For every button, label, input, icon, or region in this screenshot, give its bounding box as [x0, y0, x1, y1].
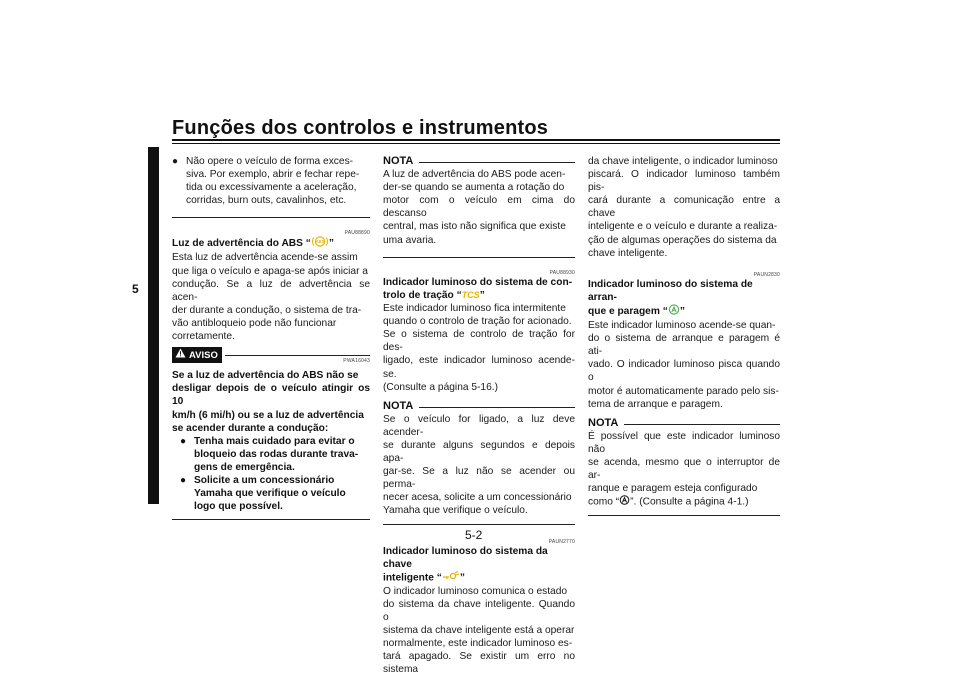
header-rule-thin: [172, 143, 780, 144]
text-line: que liga o veículo e apaga-se após iniciar a: [172, 265, 368, 277]
text-line: tema de arranque e paragem.: [588, 398, 723, 410]
bullet-icon: ●: [172, 156, 179, 167]
text-line: Esta luz de advertência acende-se assim: [172, 252, 358, 264]
text-line: necer acesa, solicite a um concessionário: [383, 492, 572, 504]
stop-start-heading: Indicador luminoso do sistema de arran- que e paragem “ ”: [588, 278, 753, 318]
text-line: vado. O indicador luminoso pisca quando o: [588, 359, 780, 384]
section-divider: [172, 519, 370, 520]
smart-key-indicator-icon: [442, 571, 460, 585]
ref-code: PWA16043: [343, 358, 370, 365]
text-line: Yamaha que verifique o veículo.: [383, 505, 528, 517]
text-line: condução. Se a luz de advertência se acen-: [172, 278, 370, 303]
nota-body: [383, 413, 575, 518]
text-line: Yamaha que verifique o veículo: [194, 488, 346, 500]
text-line: sistema da chave inteligente está a operar: [383, 625, 575, 637]
warning-triangle-icon: [175, 348, 186, 362]
text-line: motor com o veículo em cima do descanso: [383, 195, 575, 220]
text-line: da chave inteligente, o indicador luminoso: [588, 156, 778, 167]
text-line: do sistema da chave inteligente. Quando o: [383, 598, 575, 624]
stop-start-body: [588, 319, 780, 411]
text-line: ligado, este indicador luminoso acende-se.: [383, 355, 575, 380]
aviso-bullet: [172, 435, 370, 474]
nota-heading: NOTA: [383, 155, 575, 168]
text-line: Solicite a um concessionário: [194, 474, 335, 486]
text-line: siva. Por exemplo, abrir e fechar repe-: [186, 169, 360, 181]
svg-text:ABS: ABS: [315, 239, 325, 245]
column-3: [588, 155, 780, 516]
aviso-text: [172, 369, 370, 434]
header-rule: [172, 139, 780, 141]
text-line: desligar depois de o veículo atingir os 10: [172, 383, 370, 408]
text-line: corretamente.: [172, 331, 235, 343]
text-line: se durante alguns segundos e depois apa-: [383, 440, 575, 465]
chapter-number: 5: [132, 282, 139, 296]
smart-key-heading: Indicador luminoso do sistema da chave inteligente “ ”: [383, 545, 548, 584]
text-line: tida ou excessivamente a aceleração,: [186, 182, 357, 194]
text-line: quando o controlo de tração for acionado.: [383, 316, 572, 328]
text-line: Tenha mais cuidado para evitar o: [194, 435, 355, 447]
text-line: der-se quando se aumenta a rotação do: [383, 182, 565, 194]
section-divider: [588, 515, 780, 516]
tcs-body: [383, 302, 575, 394]
abs-body: [172, 251, 370, 343]
text-line: ção de algumas operações do sistema da: [588, 234, 777, 246]
smart-key-body: [383, 585, 575, 677]
nota-body: [588, 430, 780, 510]
text-line: Este indicador luminoso acende-se quan-: [588, 320, 776, 332]
text-line: do o sistema de arranque e paragem é ati-: [588, 333, 780, 358]
chapter-tab-bar: [148, 147, 159, 504]
tcs-heading: Indicador luminoso do sistema de con- trolo de tração “TCS”: [383, 276, 573, 301]
ref-code: PAU88930: [549, 269, 575, 276]
nota-body: [383, 168, 575, 247]
stop-start-indicator-icon: [619, 495, 630, 509]
bullet-icon: ●: [180, 474, 187, 486]
bullet-icon: ●: [180, 435, 187, 447]
text-line: gens de emergência.: [194, 461, 295, 473]
ref-code: PAU88890: [344, 230, 370, 237]
text-line: ranque e paragem esteja configurado: [588, 483, 758, 495]
page-number: 5-2: [465, 528, 483, 542]
text-line: inteligente e o veículo e durante a realiza-: [588, 221, 778, 233]
abs-heading: Luz de advertência do ABS “ ABS ”: [172, 236, 370, 251]
tcs-indicator-icon: TCS: [461, 289, 480, 300]
text-line: gar-se. Se a luz não se acender ou perma-: [383, 466, 575, 491]
ref-code: PAUN2770: [548, 538, 575, 545]
stop-start-indicator-icon: [668, 304, 680, 319]
text-line: É possível que este indicador luminoso não: [588, 430, 780, 455]
column-2: [383, 155, 575, 677]
text-line: chave inteligente.: [588, 247, 668, 259]
text-line: logo que possível.: [194, 501, 283, 513]
text-line: se acenda, mesmo que o interruptor de ar-: [588, 456, 780, 482]
aviso-bullet: [172, 474, 370, 513]
text-line: Se o sistema de controlo de tração for des-: [383, 329, 575, 354]
text-line: Se o veículo for ligado, a luz deve acender-: [383, 413, 575, 438]
nota-heading: NOTA: [588, 417, 780, 430]
aviso-label: AVISO: [189, 349, 218, 361]
abs-warning-icon: [311, 236, 329, 251]
text-line: corridas, burn outs, cavalinhos, etc.: [186, 195, 347, 207]
smart-key-body-continued: [588, 155, 780, 260]
text-line: piscará. O indicador luminoso também pis-: [588, 169, 780, 194]
text-line: Este indicador luminoso fica intermitente: [383, 303, 566, 315]
page-title: Funções dos controlos e instrumentos: [172, 117, 549, 139]
text-line: bloqueio das rodas durante trava-: [194, 448, 359, 460]
text-line: motor é automaticamente parado pelo sis-: [588, 385, 779, 397]
text-line: Não opere o veículo de forma exces-: [186, 156, 354, 167]
text-line: tará apagado. Se existir um erro no sistema: [383, 651, 575, 676]
text-line: Se a luz de advertência do ABS não se: [172, 370, 359, 382]
text-line: O indicador luminoso comunica o estado: [383, 585, 568, 597]
column-1: [172, 155, 370, 520]
text-line: se acender durante a condução:: [172, 422, 329, 434]
intro-bullet: [172, 155, 370, 207]
text-line: como “ ”. (Consulte a página 4-1.): [588, 496, 749, 508]
text-line: A luz de advertência do ABS pode acen-: [383, 169, 566, 181]
text-line: der durante a condução, o sistema de tra-: [172, 304, 362, 316]
text-line: cará durante a comunicação entre a chave: [588, 195, 780, 220]
text-line: km/h (6 mi/h) ou se a luz de advertência: [172, 409, 364, 421]
text-line: vão antibloqueio pode não funcionar: [172, 317, 337, 329]
text-line: uma avaria.: [383, 234, 437, 246]
nota-heading: NOTA: [383, 400, 575, 413]
text-line: normalmente, este indicador luminoso es-: [383, 638, 573, 650]
ref-code: PAUN2830: [753, 271, 780, 278]
text-line: central, mas isto não significa que existe: [383, 221, 566, 233]
text-line: (Consulte a página 5-16.): [383, 381, 498, 393]
